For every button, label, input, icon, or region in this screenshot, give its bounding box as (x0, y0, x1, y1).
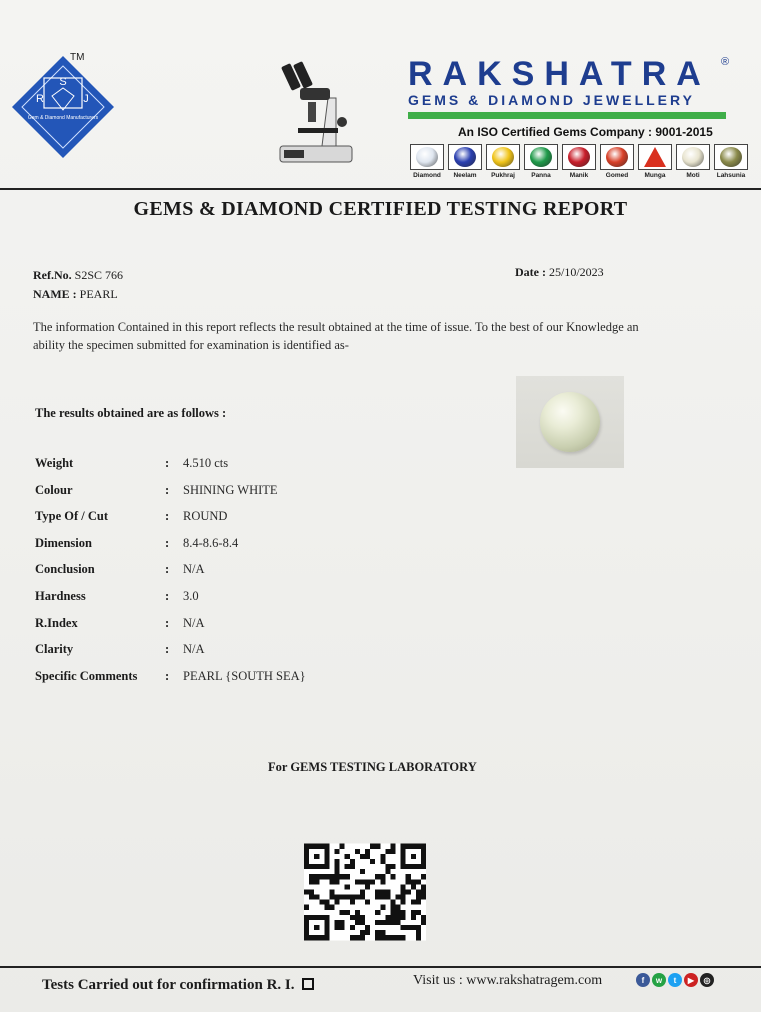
gem-munga-icon (638, 144, 672, 170)
property-value: N/A (183, 642, 205, 657)
name-line (33, 287, 118, 302)
diamond-logo-icon (8, 52, 118, 162)
property-colon: : (165, 642, 170, 657)
microscope-icon (270, 58, 360, 168)
instagram-icon[interactable]: ◎ (700, 973, 714, 987)
property-colon: : (165, 588, 170, 603)
property-colon: : (165, 562, 170, 577)
report-title: GEMS & DIAMOND CERTIFIED TESTING REPORT (133, 198, 628, 220)
checkbox-icon (302, 978, 314, 990)
property-label: Conclusion (35, 562, 95, 577)
gem-label: Manik (569, 172, 589, 179)
property-value: SHINING WHITE (183, 482, 278, 497)
gem-label: Pukhraj (491, 172, 515, 179)
property-label: R.Index (35, 615, 78, 630)
property-colon: : (165, 482, 170, 497)
gem-label: Diamond (413, 172, 441, 179)
brand-subtitle: GEMS & DIAMOND JEWELLERY (408, 92, 695, 108)
gem-panna (524, 144, 558, 179)
property-colon: : (165, 535, 170, 550)
gem-lahsunia-icon (714, 144, 748, 170)
date-label: Date : (515, 265, 546, 279)
brand-name: RAKSHATRA (408, 55, 711, 93)
youtube-icon[interactable]: ▶ (684, 973, 698, 987)
registered-mark: ® (721, 56, 730, 68)
property-label: Weight (35, 456, 74, 470)
property-label: Dimension (35, 535, 92, 550)
gem-gomed-icon (600, 144, 634, 170)
ri-text: R. I. (266, 977, 295, 993)
lab-signature-line: For GEMS TESTING LABORATORY (268, 760, 477, 774)
property-colon: : (165, 509, 170, 524)
logo-caption: Gem & Diamond Manufacturers (27, 115, 99, 121)
property-value: N/A (183, 562, 205, 577)
gem-strip (410, 144, 748, 179)
property-value: 4.510 cts (183, 456, 229, 470)
property-label: Type Of / Cut (35, 509, 109, 524)
gem-panna-icon (524, 144, 558, 170)
logo-letter-j: J (83, 93, 89, 105)
gem-label: Gomed (605, 172, 629, 179)
gem-neelam (448, 144, 482, 179)
footer-divider (0, 966, 761, 968)
facebook-icon[interactable]: f (636, 973, 650, 987)
property-value: 3.0 (183, 588, 199, 603)
results-heading: The results obtained are as follows : (35, 406, 227, 420)
property-value: 8.4-8.6-8.4 (183, 535, 239, 550)
property-label: Colour (35, 482, 73, 497)
property-colon: : (165, 668, 170, 683)
property-colon: : (165, 615, 170, 630)
gem-label: Lahsunia (716, 172, 746, 179)
ref-line (33, 268, 123, 283)
gem-moti (676, 144, 710, 179)
gem-manik (562, 144, 596, 179)
gem-pukhraj-icon (486, 144, 520, 170)
property-value: PEARL {SOUTH SEA} (183, 668, 306, 683)
gem-pukhraj (486, 144, 520, 179)
property-label: Clarity (35, 642, 74, 657)
pearl-image (540, 392, 600, 452)
property-value: N/A (183, 615, 205, 630)
gem-lahsunia (714, 144, 748, 179)
gem-label: Munga (644, 172, 666, 179)
social-icons (636, 973, 714, 987)
gem-manik-icon (562, 144, 596, 170)
trademark: TM (70, 52, 85, 63)
name-label: NAME : (33, 287, 77, 301)
gem-label: Panna (531, 172, 551, 179)
intro-paragraph: The information Contained in this report reflects the result obtained at the time of issue. To the best of our Knowledge an ability the specimen submitted for examination is identified as- (33, 320, 639, 352)
gem-munga (638, 144, 672, 179)
property-value: ROUND (183, 509, 228, 524)
property-label: Hardness (35, 588, 86, 603)
gem-gomed (600, 144, 634, 179)
gem-moti-icon (676, 144, 710, 170)
specimen-photo (516, 376, 624, 468)
property-label: Specific Comments (35, 668, 138, 683)
green-divider (408, 112, 726, 119)
property-colon: : (165, 456, 170, 470)
tests-text: Tests Carried out for confirmation (42, 977, 263, 993)
qr-code (304, 843, 426, 941)
gem-label: Neelam (453, 172, 477, 179)
tests-note (42, 977, 314, 994)
logo-letter-s: S (59, 76, 67, 88)
header-divider (0, 188, 761, 190)
srj-logo (8, 52, 118, 162)
date-line (515, 265, 604, 280)
logo-letter-r: R (36, 93, 44, 105)
name-value: PEARL (79, 287, 118, 301)
gem-neelam-icon (448, 144, 482, 170)
gem-diamond-icon (410, 144, 444, 170)
whatsapp-icon[interactable]: w (652, 973, 666, 987)
ref-label: Ref.No. (33, 268, 72, 282)
gem-label: Moti (686, 172, 700, 179)
brand-block (408, 54, 738, 119)
gem-diamond (410, 144, 444, 179)
date-value: 25/10/2023 (548, 265, 604, 279)
website-line: Visit us : www.rakshatragem.com (413, 973, 603, 988)
ref-value: S2SC 766 (74, 268, 124, 282)
iso-certification: An ISO Certified Gems Company : 9001-2015 (458, 125, 713, 139)
twitter-icon[interactable]: t (668, 973, 682, 987)
